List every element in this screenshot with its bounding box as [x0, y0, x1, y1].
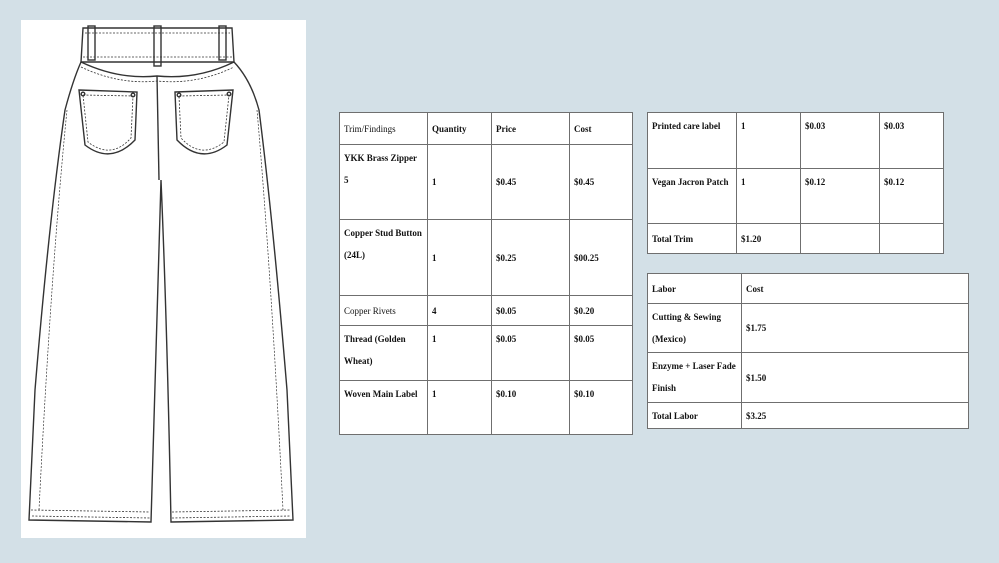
trim-item: Copper Rivets — [340, 296, 428, 326]
trim-price: $0.05 — [492, 326, 570, 381]
trim-cost: $00.25 — [570, 220, 633, 296]
col-header-trim: Trim/Findings — [340, 113, 428, 145]
table-row — [340, 326, 633, 381]
trim-quantity: 1 — [428, 381, 492, 435]
table-row — [648, 304, 969, 353]
total-trim-label: Total Trim — [648, 224, 737, 254]
table-row — [340, 145, 633, 220]
trim-price: $0.12 — [801, 169, 880, 224]
col-header-cost: Cost — [570, 113, 633, 145]
table-row — [648, 113, 944, 169]
trim-item: Vegan Jacron Patch — [648, 169, 737, 224]
jeans-back-sketch — [21, 20, 306, 538]
trim-item: Thread (Golden Wheat) — [340, 326, 428, 381]
table-row — [340, 220, 633, 296]
trim-cost: $0.45 — [570, 145, 633, 220]
col-header-labor: Labor — [648, 274, 742, 304]
empty-cell — [880, 224, 944, 254]
trim-item: YKK Brass Zipper 5 — [340, 145, 428, 220]
labor-item: Cutting & Sewing (Mexico) — [648, 304, 742, 353]
trim-cost: $0.12 — [880, 169, 944, 224]
total-labor-row — [648, 403, 969, 429]
trim-price: $0.10 — [492, 381, 570, 435]
labor-cost-table — [647, 273, 969, 429]
table-row — [648, 353, 969, 403]
wide-leg-jeans-back-view-illustration — [21, 20, 306, 538]
trim-quantity: 4 — [428, 296, 492, 326]
trim-cost: $0.05 — [570, 326, 633, 381]
trim-item: Printed care label — [648, 113, 737, 169]
trim-item: Copper Stud Button (24L) — [340, 220, 428, 296]
trim-price: $0.25 — [492, 220, 570, 296]
total-labor-value: $3.25 — [742, 403, 969, 429]
col-header-cost: Cost — [742, 274, 969, 304]
table-header-row — [340, 113, 633, 145]
labor-item: Enzyme + Laser Fade Finish — [648, 353, 742, 403]
trim-cost: $0.20 — [570, 296, 633, 326]
total-trim-value: $1.20 — [737, 224, 801, 254]
trim-findings-table-continued — [647, 112, 944, 254]
trim-price: $0.45 — [492, 145, 570, 220]
table-row — [340, 381, 633, 435]
total-labor-label: Total Labor — [648, 403, 742, 429]
trim-cost: $0.03 — [880, 113, 944, 169]
col-header-price: Price — [492, 113, 570, 145]
table-header-row — [648, 274, 969, 304]
labor-cost: $1.50 — [742, 353, 969, 403]
trim-quantity: 1 — [737, 113, 801, 169]
trim-findings-table — [339, 112, 633, 435]
trim-quantity: 1 — [428, 220, 492, 296]
trim-price: $0.05 — [492, 296, 570, 326]
trim-cost: $0.10 — [570, 381, 633, 435]
trim-quantity: 1 — [428, 145, 492, 220]
table-row — [340, 296, 633, 326]
trim-item: Woven Main Label — [340, 381, 428, 435]
col-header-quantity: Quantity — [428, 113, 492, 145]
trim-quantity: 1 — [737, 169, 801, 224]
empty-cell — [801, 224, 880, 254]
trim-quantity: 1 — [428, 326, 492, 381]
labor-cost: $1.75 — [742, 304, 969, 353]
table-row — [648, 169, 944, 224]
trim-price: $0.03 — [801, 113, 880, 169]
total-trim-row — [648, 224, 944, 254]
